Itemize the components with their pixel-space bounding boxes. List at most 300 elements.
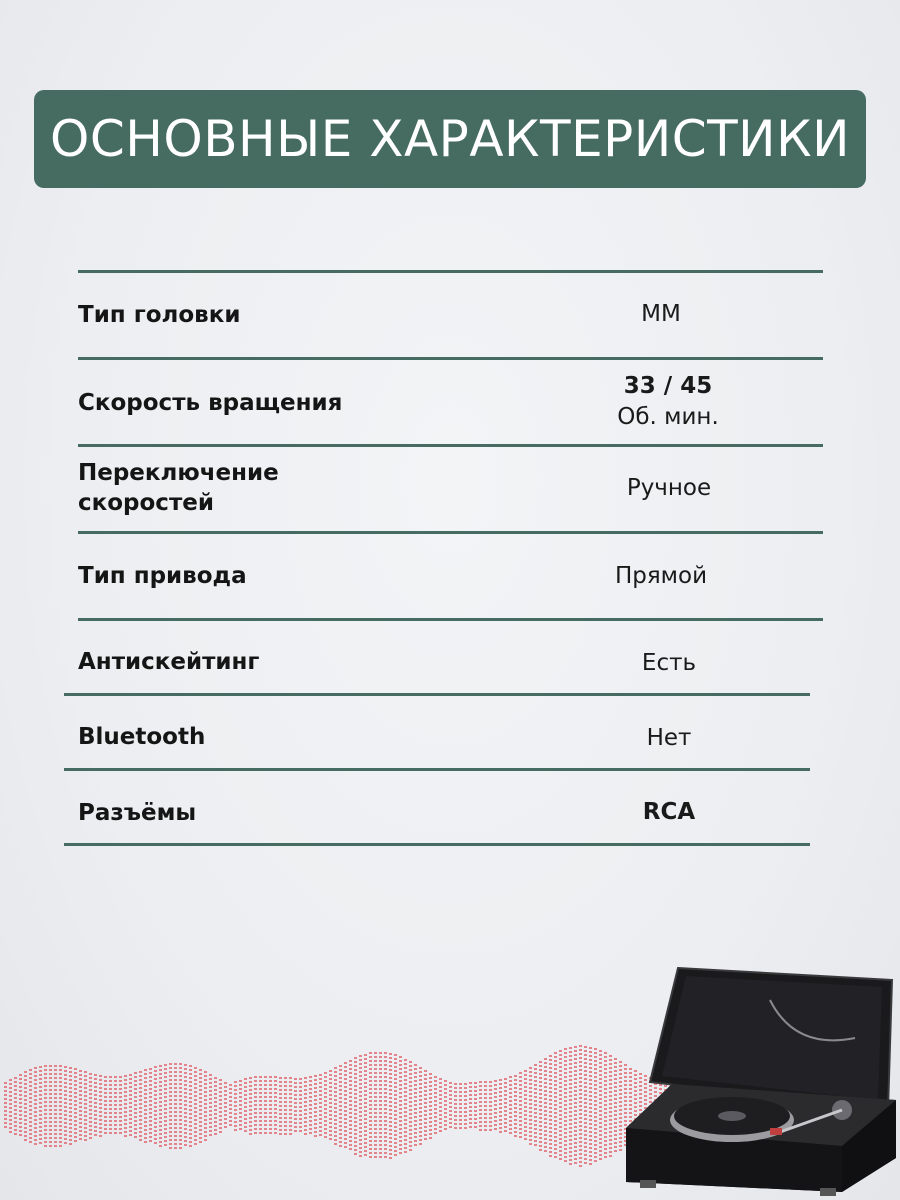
wave-dot xyxy=(594,1132,597,1134)
wave-dot xyxy=(184,1100,187,1102)
wave-dot xyxy=(369,1100,372,1102)
wave-dot xyxy=(569,1143,572,1145)
wave-dot xyxy=(84,1111,87,1113)
wave-dot xyxy=(424,1110,427,1112)
wave-dot xyxy=(359,1079,362,1081)
wave-dot xyxy=(384,1152,387,1154)
wave-dot xyxy=(179,1071,182,1073)
wave-dot xyxy=(409,1101,412,1103)
wave-dot xyxy=(214,1093,217,1095)
wave-dot xyxy=(364,1126,367,1128)
wave-dot xyxy=(549,1127,552,1129)
wave-dot xyxy=(34,1111,37,1113)
wave-dot xyxy=(444,1112,447,1114)
wave-dot xyxy=(329,1070,332,1072)
wave-dot xyxy=(134,1108,137,1110)
wave-dot xyxy=(194,1135,197,1137)
wave-dot xyxy=(119,1084,122,1086)
wave-dot xyxy=(379,1100,382,1102)
wave-dot xyxy=(4,1082,7,1084)
wave-dot xyxy=(179,1119,182,1121)
wave-dot xyxy=(229,1120,232,1122)
wave-dot xyxy=(584,1146,587,1148)
wave-dot xyxy=(279,1125,282,1127)
wave-dot xyxy=(309,1116,312,1118)
wave-dot xyxy=(534,1076,537,1078)
wave-dot xyxy=(344,1122,347,1124)
wave-dot xyxy=(139,1139,142,1141)
wave-dot xyxy=(329,1098,332,1100)
wave-dot xyxy=(89,1077,92,1079)
wave-dot xyxy=(394,1054,397,1056)
wave-dot xyxy=(289,1133,292,1135)
wave-dot xyxy=(569,1163,572,1165)
wave-dot xyxy=(224,1122,227,1124)
wave-dot xyxy=(4,1094,7,1096)
wave-dot xyxy=(149,1068,152,1070)
wave-dot xyxy=(364,1074,367,1076)
wave-dot xyxy=(349,1080,352,1082)
wave-dot xyxy=(309,1128,312,1130)
divider xyxy=(78,270,823,273)
wave-dot xyxy=(434,1092,437,1094)
wave-dot xyxy=(279,1097,282,1099)
wave-dot xyxy=(64,1126,67,1128)
wave-dot xyxy=(414,1080,417,1082)
wave-dot xyxy=(514,1075,517,1077)
wave-dot xyxy=(594,1128,597,1130)
wave-dot xyxy=(334,1111,337,1113)
wave-dot xyxy=(569,1131,572,1133)
wave-dot xyxy=(419,1115,422,1117)
wave-dot xyxy=(139,1131,142,1133)
wave-dot xyxy=(544,1094,547,1096)
wave-dot xyxy=(189,1145,192,1147)
wave-dot xyxy=(74,1068,77,1070)
wave-dot xyxy=(354,1097,357,1099)
wave-dot xyxy=(404,1127,407,1129)
wave-dot xyxy=(589,1103,592,1105)
wave-dot xyxy=(529,1079,532,1081)
wave-dot xyxy=(254,1112,257,1114)
wave-dot xyxy=(209,1082,212,1084)
wave-dot xyxy=(384,1144,387,1146)
wave-dot xyxy=(394,1142,397,1144)
wave-dot xyxy=(439,1110,442,1112)
wave-dot xyxy=(264,1088,267,1090)
wave-dot xyxy=(294,1122,297,1124)
wave-dot xyxy=(324,1120,327,1122)
wave-dot xyxy=(189,1073,192,1075)
wave-dot xyxy=(484,1081,487,1083)
wave-dot xyxy=(494,1096,497,1098)
wave-dot xyxy=(194,1067,197,1069)
wave-dot xyxy=(149,1112,152,1114)
wave-dot xyxy=(309,1092,312,1094)
wave-dot xyxy=(434,1116,437,1118)
wave-dot xyxy=(4,1102,7,1104)
wave-dot xyxy=(539,1101,542,1103)
wave-dot xyxy=(19,1114,22,1116)
wave-dot xyxy=(199,1129,202,1131)
wave-dot xyxy=(609,1087,612,1089)
wave-dot xyxy=(134,1084,137,1086)
wave-dot xyxy=(574,1110,577,1112)
wave-dot xyxy=(29,1133,32,1135)
wave-dot xyxy=(394,1118,397,1120)
wave-dot xyxy=(414,1064,417,1066)
wave-dot xyxy=(399,1084,402,1086)
wave-dot xyxy=(39,1130,42,1132)
wave-dot xyxy=(324,1100,327,1102)
wave-dot xyxy=(564,1084,567,1086)
wave-dot xyxy=(564,1136,567,1138)
wave-dot xyxy=(334,1115,337,1117)
spec-value: Есть xyxy=(641,650,697,676)
wave-dot xyxy=(324,1072,327,1074)
wave-dot xyxy=(379,1092,382,1094)
wave-dot xyxy=(264,1092,267,1094)
wave-dot xyxy=(354,1117,357,1119)
wave-dot xyxy=(349,1108,352,1110)
wave-dot xyxy=(54,1133,57,1135)
wave-dot xyxy=(139,1079,142,1081)
wave-dot xyxy=(594,1152,597,1154)
wave-dot xyxy=(299,1094,302,1096)
wave-dot xyxy=(184,1108,187,1110)
wave-dot xyxy=(349,1064,352,1066)
wave-dot xyxy=(314,1107,317,1109)
wave-dot xyxy=(189,1089,192,1091)
wave-dot xyxy=(89,1137,92,1139)
wave-dot xyxy=(389,1133,392,1135)
wave-dot xyxy=(324,1092,327,1094)
wave-dot xyxy=(334,1139,337,1141)
wave-dot xyxy=(259,1080,262,1082)
wave-dot xyxy=(524,1070,527,1072)
wave-dot xyxy=(409,1133,412,1135)
wave-dot xyxy=(4,1086,7,1088)
wave-dot xyxy=(519,1104,522,1106)
wave-dot xyxy=(609,1155,612,1157)
wave-dot xyxy=(34,1075,37,1077)
wave-dot xyxy=(64,1082,67,1084)
wave-dot xyxy=(89,1085,92,1087)
wave-dot xyxy=(309,1132,312,1134)
wave-dot xyxy=(584,1054,587,1056)
wave-dot xyxy=(29,1073,32,1075)
wave-dot xyxy=(499,1123,502,1125)
wave-dot xyxy=(464,1099,467,1101)
wave-dot xyxy=(149,1104,152,1106)
wave-dot xyxy=(74,1104,77,1106)
wave-dot xyxy=(269,1076,272,1078)
wave-dot xyxy=(129,1106,132,1108)
wave-dot xyxy=(354,1153,357,1155)
wave-dot xyxy=(134,1096,137,1098)
wave-dot xyxy=(404,1119,407,1121)
wave-dot xyxy=(589,1163,592,1165)
wave-dot xyxy=(284,1117,287,1119)
wave-dot xyxy=(429,1121,432,1123)
wave-dot xyxy=(364,1150,367,1152)
wave-dot xyxy=(569,1087,572,1089)
wave-dot xyxy=(369,1060,372,1062)
wave-dot xyxy=(79,1082,82,1084)
wave-dot xyxy=(49,1117,52,1119)
wave-dot xyxy=(434,1128,437,1130)
wave-dot xyxy=(289,1121,292,1123)
wave-dot xyxy=(609,1063,612,1065)
wave-dot xyxy=(59,1129,62,1131)
wave-dot xyxy=(484,1117,487,1119)
wave-dot xyxy=(544,1150,547,1152)
wave-dot xyxy=(164,1116,167,1118)
wave-dot xyxy=(599,1094,602,1096)
wave-dot xyxy=(444,1100,447,1102)
wave-dot xyxy=(64,1066,67,1068)
wave-dot xyxy=(614,1130,617,1132)
wave-dot xyxy=(149,1096,152,1098)
wave-dot xyxy=(364,1118,367,1120)
wave-dot xyxy=(109,1132,112,1134)
wave-dot xyxy=(604,1116,607,1118)
wave-dot xyxy=(424,1094,427,1096)
wave-dot xyxy=(344,1146,347,1148)
wave-dot xyxy=(589,1087,592,1089)
wave-dot xyxy=(479,1093,482,1095)
wave-dot xyxy=(364,1142,367,1144)
wave-dot xyxy=(559,1098,562,1100)
wave-dot xyxy=(534,1136,537,1138)
wave-dot xyxy=(529,1083,532,1085)
wave-dot xyxy=(204,1135,207,1137)
wave-dot xyxy=(104,1084,107,1086)
wave-dot xyxy=(234,1129,237,1131)
wave-dot xyxy=(299,1110,302,1112)
wave-dot xyxy=(604,1080,607,1082)
wave-dot xyxy=(29,1109,32,1111)
wave-dot xyxy=(4,1118,7,1120)
wave-dot xyxy=(434,1088,437,1090)
wave-dot xyxy=(554,1132,557,1134)
wave-dot xyxy=(194,1079,197,1081)
wave-dot xyxy=(74,1112,77,1114)
wave-dot xyxy=(384,1096,387,1098)
wave-dot xyxy=(554,1056,557,1058)
wave-dot xyxy=(134,1088,137,1090)
wave-dot xyxy=(614,1118,617,1120)
wave-dot xyxy=(309,1104,312,1106)
wave-dot xyxy=(74,1088,77,1090)
wave-dot xyxy=(519,1076,522,1078)
wave-dot xyxy=(409,1085,412,1087)
wave-dot xyxy=(344,1062,347,1064)
wave-dot xyxy=(89,1073,92,1075)
wave-dot xyxy=(279,1089,282,1091)
wave-dot xyxy=(264,1080,267,1082)
wave-dot xyxy=(274,1120,277,1122)
wave-dot xyxy=(44,1089,47,1091)
wave-dot xyxy=(329,1138,332,1140)
wave-dot xyxy=(64,1114,67,1116)
wave-dot xyxy=(419,1099,422,1101)
wave-dot xyxy=(379,1068,382,1070)
wave-dot xyxy=(39,1110,42,1112)
wave-dot xyxy=(409,1105,412,1107)
wave-dot xyxy=(99,1103,102,1105)
wave-dot xyxy=(39,1082,42,1084)
wave-dot xyxy=(614,1146,617,1148)
wave-dot xyxy=(14,1089,17,1091)
wave-dot xyxy=(234,1097,237,1099)
wave-dot xyxy=(364,1146,367,1148)
wave-dot xyxy=(54,1129,57,1131)
wave-dot xyxy=(149,1120,152,1122)
wave-dot xyxy=(519,1080,522,1082)
wave-dot xyxy=(424,1106,427,1108)
wave-dot xyxy=(164,1104,167,1106)
wave-dot xyxy=(149,1108,152,1110)
wave-dot xyxy=(589,1047,592,1049)
wave-dot xyxy=(94,1130,97,1132)
wave-dot xyxy=(264,1116,267,1118)
wave-dot xyxy=(579,1137,582,1139)
wave-dot xyxy=(439,1106,442,1108)
wave-dot xyxy=(124,1115,127,1117)
wave-dot xyxy=(139,1115,142,1117)
sound-wave-graphic xyxy=(0,1030,700,1180)
wave-dot xyxy=(554,1092,557,1094)
wave-dot xyxy=(474,1082,477,1084)
wave-dot xyxy=(339,1125,342,1127)
wave-dot xyxy=(314,1079,317,1081)
wave-dot xyxy=(274,1080,277,1082)
wave-dot xyxy=(564,1132,567,1134)
wave-dot xyxy=(569,1139,572,1141)
wave-dot xyxy=(589,1123,592,1125)
wave-dot xyxy=(254,1116,257,1118)
wave-dot xyxy=(164,1108,167,1110)
wave-dot xyxy=(134,1104,137,1106)
wave-dot xyxy=(99,1095,102,1097)
wave-dot xyxy=(354,1141,357,1143)
wave-dot xyxy=(574,1054,577,1056)
wave-dot xyxy=(209,1134,212,1136)
wave-dot xyxy=(44,1105,47,1107)
wave-dot xyxy=(99,1079,102,1081)
wave-dot xyxy=(304,1117,307,1119)
wave-dot xyxy=(199,1073,202,1075)
wave-dot xyxy=(374,1104,377,1106)
wave-dot xyxy=(199,1093,202,1095)
wave-dot xyxy=(209,1074,212,1076)
wave-dot xyxy=(399,1136,402,1138)
wave-dot xyxy=(414,1104,417,1106)
wave-dot xyxy=(324,1088,327,1090)
wave-dot xyxy=(294,1098,297,1100)
wave-dot xyxy=(54,1137,57,1139)
wave-dot xyxy=(329,1078,332,1080)
wave-dot xyxy=(244,1082,247,1084)
wave-dot xyxy=(574,1106,577,1108)
wave-dot xyxy=(119,1092,122,1094)
wave-dot xyxy=(244,1110,247,1112)
wave-dot xyxy=(399,1124,402,1126)
wave-dot xyxy=(104,1132,107,1134)
wave-dot xyxy=(159,1129,162,1131)
wave-dot xyxy=(104,1104,107,1106)
wave-dot xyxy=(24,1135,27,1137)
wave-dot xyxy=(169,1075,172,1077)
wave-dot xyxy=(409,1061,412,1063)
wave-dot xyxy=(109,1112,112,1114)
wave-dot xyxy=(609,1143,612,1145)
wave-dot xyxy=(29,1117,32,1119)
wave-dot xyxy=(589,1063,592,1065)
wave-dot xyxy=(604,1128,607,1130)
wave-dot xyxy=(184,1120,187,1122)
wave-dot xyxy=(69,1103,72,1105)
wave-dot xyxy=(444,1080,447,1082)
wave-dot xyxy=(389,1125,392,1127)
wave-dot xyxy=(564,1128,567,1130)
wave-dot xyxy=(354,1145,357,1147)
wave-dot xyxy=(119,1100,122,1102)
wave-dot xyxy=(584,1046,587,1048)
wave-dot xyxy=(349,1100,352,1102)
wave-dot xyxy=(174,1119,177,1121)
wave-dot xyxy=(139,1135,142,1137)
wave-dot xyxy=(579,1081,582,1083)
wave-dot xyxy=(379,1080,382,1082)
wave-dot xyxy=(54,1065,57,1067)
wave-dot xyxy=(439,1126,442,1128)
wave-dot xyxy=(559,1114,562,1116)
wave-dot xyxy=(139,1095,142,1097)
wave-dot xyxy=(269,1112,272,1114)
wave-dot xyxy=(374,1060,377,1062)
wave-dot xyxy=(44,1117,47,1119)
wave-dot xyxy=(249,1121,252,1123)
wave-dot xyxy=(539,1089,542,1091)
wave-dot xyxy=(604,1056,607,1058)
wave-dot xyxy=(234,1101,237,1103)
wave-dot xyxy=(454,1127,457,1129)
wave-dot xyxy=(384,1092,387,1094)
wave-dot xyxy=(204,1099,207,1101)
wave-dot xyxy=(299,1078,302,1080)
wave-dot xyxy=(349,1084,352,1086)
wave-dot xyxy=(224,1098,227,1100)
wave-dot xyxy=(219,1079,222,1081)
wave-dot xyxy=(604,1060,607,1062)
wave-dot xyxy=(184,1096,187,1098)
wave-dot xyxy=(169,1079,172,1081)
wave-dot xyxy=(24,1127,27,1129)
wave-dot xyxy=(19,1134,22,1136)
wave-dot xyxy=(424,1122,427,1124)
wave-dot xyxy=(304,1093,307,1095)
wave-dot xyxy=(179,1095,182,1097)
wave-dot xyxy=(239,1084,242,1086)
wave-dot xyxy=(189,1081,192,1083)
wave-dot xyxy=(614,1078,617,1080)
wave-dot xyxy=(29,1077,32,1079)
wave-dot xyxy=(174,1099,177,1101)
wave-dot xyxy=(554,1140,557,1142)
wave-dot xyxy=(84,1127,87,1129)
